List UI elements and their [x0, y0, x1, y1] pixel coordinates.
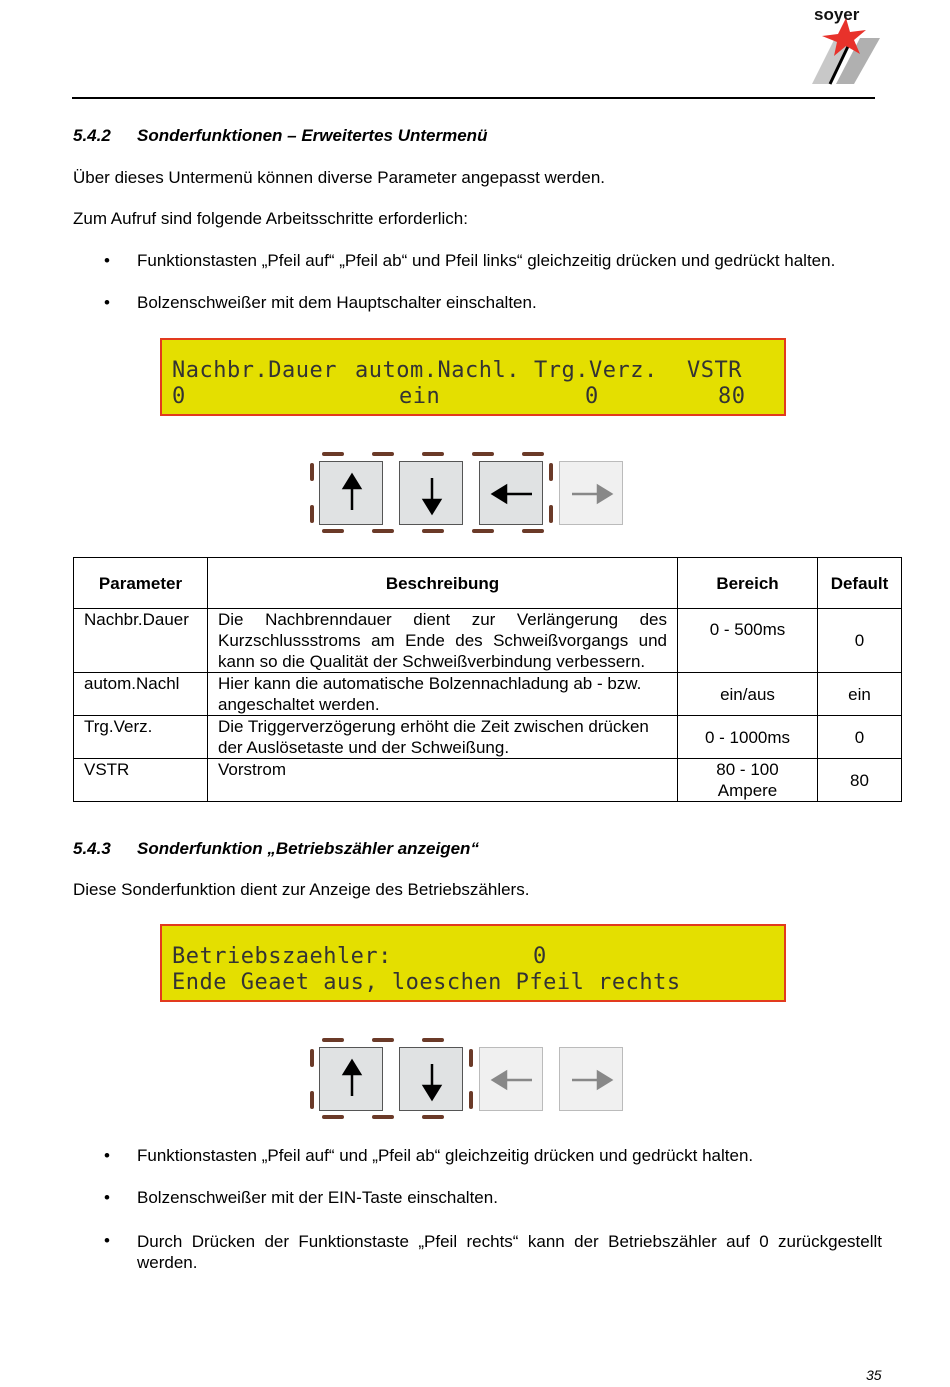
bullet: •: [104, 293, 110, 312]
lcd-label: Betriebszaehler:: [172, 944, 392, 969]
page-number: 35: [866, 1367, 882, 1383]
lcd-label: Nachbr.Dauer: [172, 358, 337, 383]
lcd-display-counter: [160, 924, 786, 1002]
lcd-label: VSTR: [687, 358, 742, 383]
arrow-up-key[interactable]: [319, 1047, 383, 1111]
pressed-marker: [472, 529, 494, 533]
intro-text: Diese Sonderfunktion dient zur Anzeige des Betriebszählers.: [73, 880, 530, 899]
lcd-value: ein: [399, 384, 441, 409]
lcd-display-menu: [160, 338, 786, 416]
call-text: Zum Aufruf sind folgende Arbeitsschritte erforderlich:: [73, 209, 468, 228]
step-text: Bolzenschweißer mit der EIN-Taste einschalten.: [137, 1188, 498, 1207]
pressed-marker: [469, 1049, 473, 1067]
pressed-marker: [549, 463, 553, 481]
arrow-down-key[interactable]: [399, 1047, 463, 1111]
pressed-marker: [422, 529, 444, 533]
pressed-marker: [422, 1115, 444, 1119]
section-title: Sonderfunktion „Betriebszähler anzeigen“: [137, 839, 479, 858]
pressed-marker: [522, 529, 544, 533]
default-cell: 0: [818, 609, 902, 673]
range-cell: 0 - 500ms: [678, 609, 818, 673]
table-row: [74, 759, 902, 802]
pressed-marker: [372, 452, 394, 456]
pressed-marker: [310, 463, 314, 481]
section-number: 5.4.2: [73, 126, 111, 145]
arrow-up-key[interactable]: [319, 461, 383, 525]
step-text: Funktionstasten „Pfeil auf“ und „Pfeil ab“ gleichzeitig drücken und gedrückt halten.: [137, 1146, 754, 1165]
pressed-marker: [469, 1091, 473, 1109]
pressed-marker: [310, 505, 314, 523]
pressed-marker: [310, 1091, 314, 1109]
col-header: Parameter: [74, 558, 208, 609]
table-row: [74, 609, 902, 673]
default-cell: 0: [818, 716, 902, 759]
param-cell: VSTR: [74, 759, 208, 802]
range-cell: 0 - 1000ms: [678, 716, 818, 759]
arrow-right-key[interactable]: [559, 461, 623, 525]
default-cell: ein: [818, 673, 902, 716]
pressed-marker: [422, 452, 444, 456]
arrow-up-icon: [320, 462, 384, 526]
range-cell: ein/aus: [678, 673, 818, 716]
arrow-down-icon: [400, 462, 464, 526]
desc-cell: Vorstrom: [208, 759, 678, 802]
desc-cell: Die Nachbrenndauer dient zur Verlängerung des Kurzschlussstroms am Ende des Schweißvorgangs und kann so die Qualität der Schweißverbindung verbessern.: [208, 609, 678, 673]
pressed-marker: [472, 452, 494, 456]
step-text: Funktionstasten „Pfeil auf“ „Pfeil ab“ und Pfeil links“ gleichzeitig drücken und gedrückt halten.: [137, 251, 836, 270]
pressed-marker: [322, 1038, 344, 1042]
param-cell: autom.Nachl: [74, 673, 208, 716]
lcd-value: 0: [585, 384, 599, 409]
bullet: •: [104, 251, 110, 270]
pressed-marker: [322, 1115, 344, 1119]
svg-text:soyer: soyer: [814, 5, 860, 24]
arrow-up-icon: [320, 1048, 384, 1112]
table-row: [74, 673, 902, 716]
header-rule: [72, 97, 875, 99]
pressed-marker: [322, 452, 344, 456]
lcd-value: 0: [533, 944, 547, 969]
intro-text: Über dieses Untermenü können diverse Parameter angepasst werden.: [73, 168, 606, 187]
arrow-left-key[interactable]: [479, 461, 543, 525]
bullet: •: [104, 1188, 110, 1207]
arrow-down-key[interactable]: [399, 461, 463, 525]
lcd-label: Trg.Verz.: [534, 358, 658, 383]
arrow-right-icon: [560, 462, 624, 526]
parameter-table: [73, 557, 902, 802]
pressed-marker: [310, 1049, 314, 1067]
col-header: Default: [818, 558, 902, 609]
section-number: 5.4.3: [73, 839, 111, 858]
lcd-line: Ende Geaet aus, loeschen Pfeil rechts: [172, 970, 681, 995]
step-text: Bolzenschweißer mit dem Hauptschalter einschalten.: [137, 293, 537, 312]
pressed-marker: [372, 1115, 394, 1119]
bullet: •: [104, 1231, 110, 1250]
col-header: Beschreibung: [208, 558, 678, 609]
bullet: •: [104, 1146, 110, 1165]
arrow-right-key[interactable]: [559, 1047, 623, 1111]
arrow-left-icon: [480, 462, 544, 526]
col-header: Bereich: [678, 558, 818, 609]
desc-cell: Die Triggerverzögerung erhöht die Zeit zwischen drücken der Auslösetaste und der Schweißung.: [208, 716, 678, 759]
lcd-label: autom.Nachl.: [355, 358, 520, 383]
pressed-marker: [322, 529, 344, 533]
range-cell: 80 - 100 Ampere: [678, 759, 818, 802]
desc-cell: Hier kann die automatische Bolzennachladung ab - bzw. angeschaltet werden.: [208, 673, 678, 716]
default-cell: 80: [818, 759, 902, 802]
arrow-right-icon: [560, 1048, 624, 1112]
step-text: Durch Drücken der Funktionstaste „Pfeil rechts“ kann der Betriebszähler auf 0 zurückgestellt werden.: [137, 1232, 882, 1272]
lcd-value: 80: [718, 384, 746, 409]
pressed-marker: [522, 452, 544, 456]
arrow-left-key[interactable]: [479, 1047, 543, 1111]
arrow-down-icon: [400, 1048, 464, 1112]
param-cell: Nachbr.Dauer: [74, 609, 208, 673]
lcd-value: 0: [172, 384, 186, 409]
section-title: Sonderfunktionen – Erweitertes Untermenü: [137, 126, 488, 145]
table-row: [74, 716, 902, 759]
soyer-logo: [790, 4, 885, 88]
param-cell: Trg.Verz.: [74, 716, 208, 759]
pressed-marker: [372, 1038, 394, 1042]
pressed-marker: [372, 529, 394, 533]
arrow-left-icon: [480, 1048, 544, 1112]
pressed-marker: [549, 505, 553, 523]
pressed-marker: [422, 1038, 444, 1042]
